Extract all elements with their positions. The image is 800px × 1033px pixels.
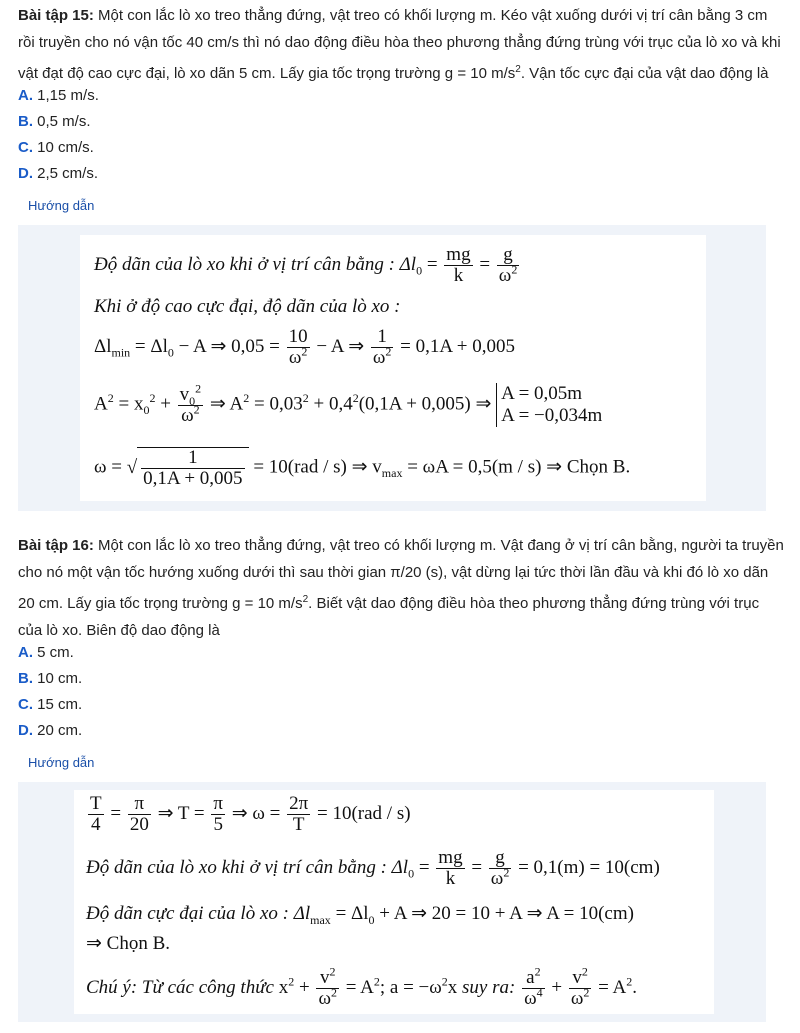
sol15-line5: ω = √ $\frac{1}{0,1A + 0,005}$ = 10(rad / s) ⇒ $v_{max} = \omega A = 0,5(m / s)$ ⇒ Chọn B. [94, 447, 631, 489]
sol16-line3: Độ dãn cực đại của lò xo : $\Delta l_{max} = \Delta l_0 + A$ ⇒ 20 = 10 + A ⇒ A = 10(cm) [86, 903, 634, 927]
question-16-title: Bài tập 16: [18, 537, 94, 554]
option-b[interactable]: B. 0,5 m/s. [18, 113, 91, 130]
option-d[interactable]: D. 20 cm. [18, 722, 83, 739]
sol15-line1: Độ dãn của lò xo khi ở vị trí cân bằng : $\Delta l_0$ = $\frac{mg}{k}$ = $\frac{g}{\omega^2}$ [94, 244, 518, 286]
sol16-line2: Độ dãn của lò xo khi ở vị trí cân bằng : $\Delta l_0$ = $\frac{mg}{k}$ = $\frac{g}{\omega^2}$ = 0,1(m) = 10(cm) [86, 847, 660, 889]
sol15-line4: $A^2 = x_0^2$ + $\frac{v_0^2}{\omega^2}$ ⇒ $A^2 = 0,03^2 + 0,4^2(0,1A + 0,005)$ ⇒ A = 0,05m A = −0,034m [94, 381, 603, 426]
solution-panel-15 [18, 225, 766, 511]
sol15-line2: Khi ở độ cao cực đại, độ dãn của lò xo : [94, 296, 401, 317]
option-c[interactable]: C. 10 cm/s. [18, 139, 94, 156]
option-b[interactable]: B. 10 cm. [18, 670, 83, 687]
guide-toggle-15[interactable]: Hướng dẫn [18, 189, 104, 223]
option-a[interactable]: A. 1,15 m/s. [18, 87, 99, 104]
question-15-text: Bài tập 15: Một con lắc lò xo treo thẳng đứng, vật treo có khối lượng m. Kéo vật xuống dưới vị trí cân bằng 3 cm rồi truyền cho nó vận tốc 40 cm/s thì nó dao động điều hòa theo phương thẳng đứng trùng với trục của lò xo và khi vật đạt độ cao cực đại, lò xo dãn 5 cm. Lấy gia tốc trọng trường g = 10 $m/s^2$. Vận tốc cực đại của vật dao động là [18, 7, 781, 82]
solution-panel-16 [18, 782, 766, 1022]
solution-image-16 [74, 790, 714, 1014]
sol15-line3: $\Delta l_{min} = \Delta l_0 - A$ ⇒ 0,05 = $\frac{10}{\omega^2}$ − A ⇒ $\frac{1}{\omega^2}$ = 0,1A + 0,005 [94, 326, 516, 368]
sol16-line5: Chú ý: Từ các công thức $x^2$ + $\frac{v^2}{\omega^2}$ = $A^2$; $a = -\omega^2x$ suy ra: $\frac{a^2}{\omega^4}$ + $\frac{v^2}{\omega^2}$ = $A^2$. [86, 964, 637, 1009]
question-15-title: Bài tập 15: [18, 7, 94, 24]
solution-image-15 [80, 235, 706, 501]
option-a[interactable]: A. 5 cm. [18, 644, 74, 661]
guide-toggle-16[interactable]: Hướng dẫn [18, 746, 104, 780]
sol16-line4: ⇒ Chọn B. [86, 933, 171, 954]
option-c[interactable]: C. 15 cm. [18, 696, 83, 713]
option-d[interactable]: D. 2,5 cm/s. [18, 165, 99, 182]
sol16-line1: $\frac{T}{4}$ = $\frac{\pi}{20}$ ⇒ T = $\frac{\pi}{5}$ ⇒ ω = $\frac{2\pi}{T}$ = 10(rad / s) [90, 793, 411, 835]
question-16-text: Bài tập 16: Một con lắc lò xo treo thẳng đứng, vật treo có khối lượng m. Vật đang ở vị trí cân bằng, người ta truyền cho nó một vận tốc hướng xuống dưới thì sau thời gian π/20 (s), vật dừng lại tức thời lần đầu và khi đó lò xo dãn 20 cm. Lấy gia tốc trọng trường g = 10 $m/s^2$. Biết vật dao động điều hòa theo phương thẳng đứng trùng với trục của lò xo. Biên độ dao động là [18, 537, 784, 639]
